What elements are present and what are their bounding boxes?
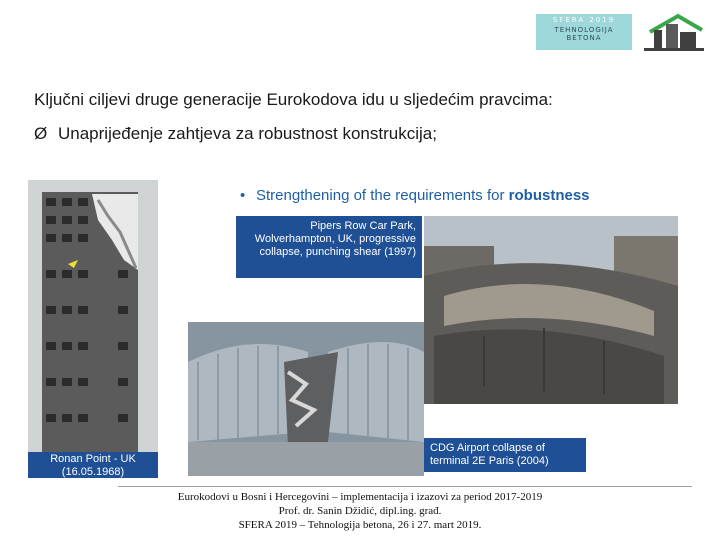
pipers-row-photo bbox=[424, 216, 678, 404]
figure-title-plain: Strengthening of the requirements for bbox=[256, 187, 509, 204]
figure-title bbox=[256, 187, 590, 204]
caption-cdg-line: terminal 2E Paris (2004) bbox=[430, 455, 549, 467]
caption-ronan-line: (16.05.1968) bbox=[61, 466, 125, 478]
caption-pipers-line: collapse, punching shear (1997) bbox=[259, 246, 416, 258]
logo-line-tehnologija: TEHNOLOGIJA bbox=[554, 26, 614, 34]
arrow-bullet-icon: Ø bbox=[34, 124, 48, 143]
caption-pipers-row bbox=[236, 216, 422, 278]
figure-title-bold: robustness bbox=[508, 187, 590, 204]
caption-pipers-line: Wolverhampton, UK, progressive bbox=[254, 233, 416, 245]
building-logo-icon bbox=[640, 10, 706, 52]
caption-cdg-line: CDG Airport collapse of bbox=[430, 442, 545, 454]
logo-line-betona: BETONA bbox=[566, 34, 602, 42]
footer-line-author: Prof. dr. Sanin Džidić, dipl.ing. građ. bbox=[278, 505, 442, 517]
logo-line-sfera: SFERA 2019 bbox=[552, 16, 616, 24]
airport-illustration bbox=[188, 322, 424, 476]
caption-cdg-airport bbox=[424, 438, 586, 472]
sfera-logo-box bbox=[536, 14, 632, 50]
slide-footer bbox=[118, 490, 602, 532]
footer-line-event: SFERA 2019 – Tehnologija betona, 26 i 27. mart 2019. bbox=[238, 519, 482, 531]
tower-illustration bbox=[28, 180, 158, 476]
caption-pipers-line: Pipers Row Car Park, bbox=[310, 220, 416, 232]
bullet-item bbox=[34, 124, 437, 144]
intro-text: Ključni ciljevi druge generacije Eurokodova idu u sljedećim pravcima: bbox=[34, 90, 553, 109]
ronan-point-photo bbox=[28, 180, 158, 476]
footer-line-title: Eurokodovi u Bosni i Hercegovini – implementacija i izazovi za period 2017-2019 bbox=[177, 491, 543, 503]
carpark-illustration bbox=[424, 216, 678, 404]
caption-ronan-line: Ronan Point - UK bbox=[50, 453, 136, 465]
footer-divider bbox=[118, 486, 692, 487]
figure-bullet-dot: • bbox=[240, 187, 246, 204]
caption-ronan-point bbox=[28, 452, 158, 478]
bullet-text: Unaprijeđenje zahtjeva za robustnost konstrukcija; bbox=[58, 124, 437, 143]
cdg-airport-photo bbox=[188, 322, 424, 476]
